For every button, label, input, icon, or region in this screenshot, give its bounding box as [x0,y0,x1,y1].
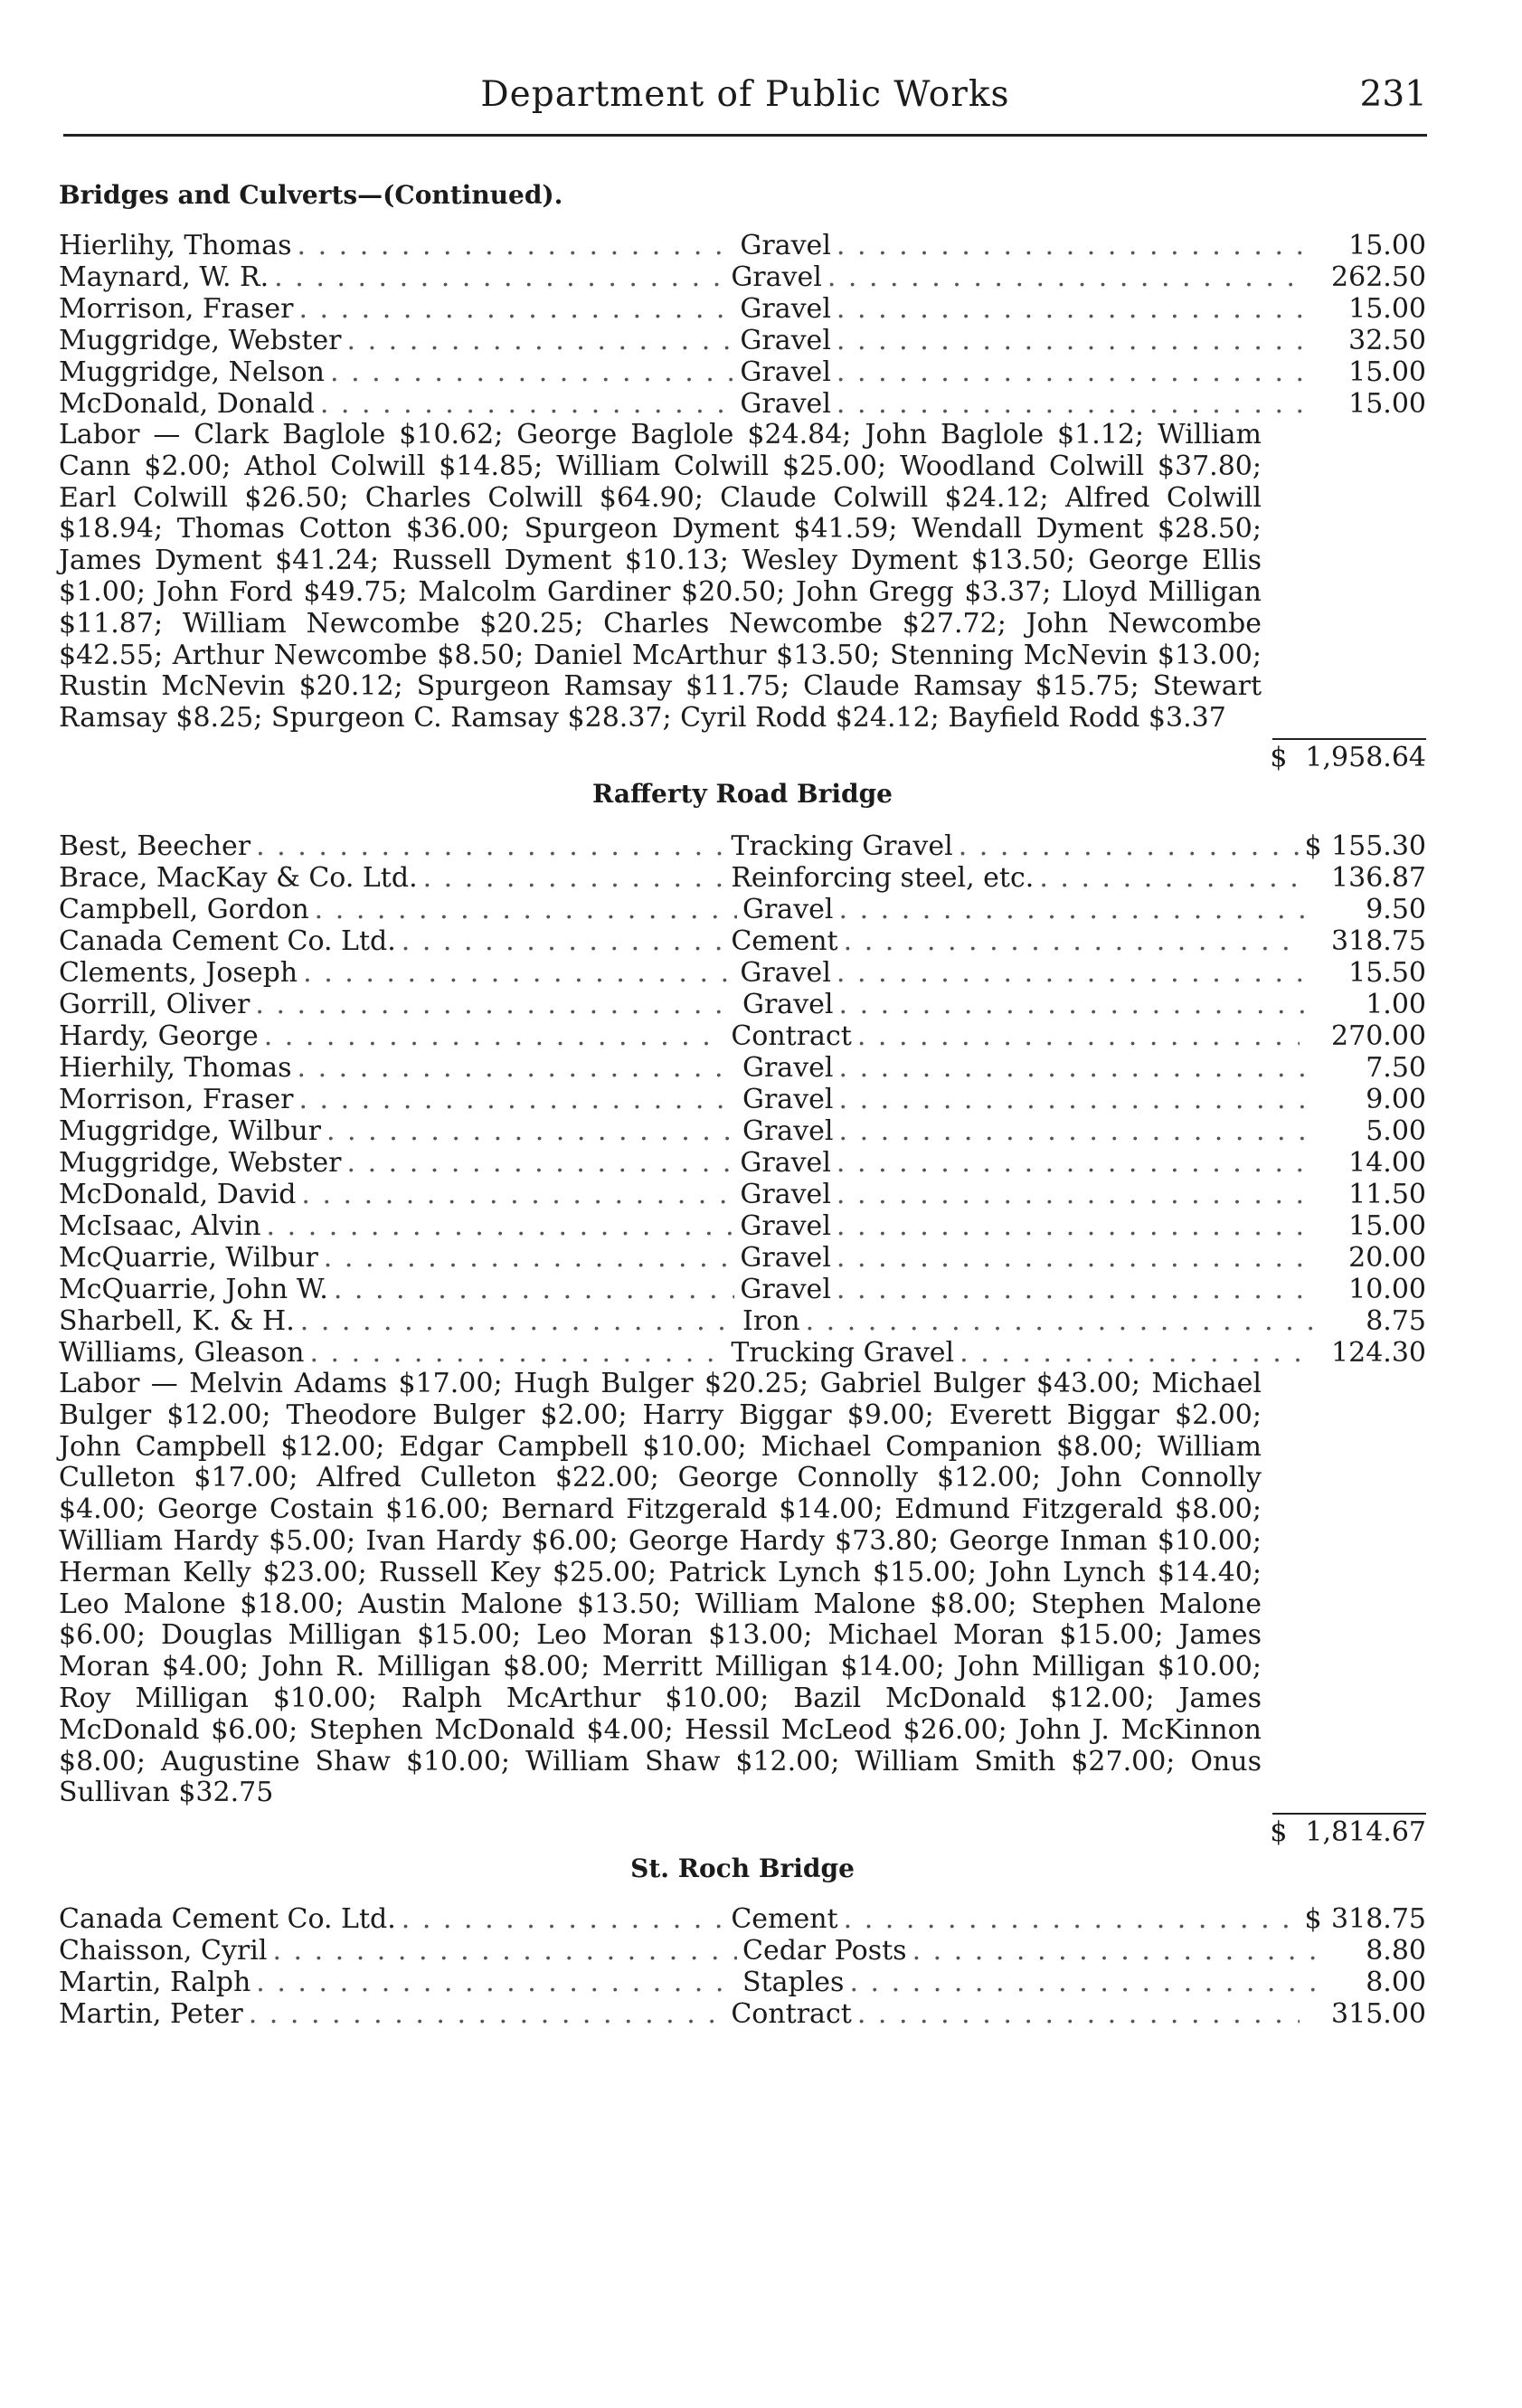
table-row [59,957,1426,989]
dot-leader [347,1147,735,1179]
dot-leader [267,1210,735,1242]
amount: 11.50 [1348,1178,1426,1210]
item-description: Iron [742,1304,800,1337]
amount: 270.00 [1331,1019,1426,1052]
dot-leader [330,356,734,388]
dot-leader [912,1935,1320,1967]
dot-leader [837,957,1316,989]
payee-name: Williams, Gleason [59,1336,305,1369]
amount: 8.75 [1366,1304,1426,1337]
header-rule [63,134,1427,137]
table-row [59,1903,1426,1935]
table-row [59,1935,1426,1967]
payee-name: Hierlihy, Thomas [59,230,292,261]
amount: 9.50 [1366,893,1426,925]
amount: 262.50 [1331,261,1426,293]
amount: 318.75 [1331,924,1426,957]
dot-leader [827,261,1300,293]
table-row [59,356,1426,388]
amount: 15.00 [1348,356,1426,388]
amount: 20.00 [1348,1241,1426,1274]
dot-leader [298,230,735,261]
section-bridges-culverts [59,230,1426,776]
amount: 315.00 [1331,1998,1426,2031]
section-rafferty-road-bridge [59,776,1426,1851]
item-description: Gravel [740,388,831,420]
amount: 5.00 [1366,1114,1426,1147]
dot-leader [303,957,734,989]
dot-leader [839,894,1321,925]
payee-name: Morrison, Fraser [59,1083,294,1115]
dot-leader [256,1967,737,1998]
payee-name: Martin, Ralph [59,1967,251,1999]
table-row [59,1967,1426,1998]
payee-name: Campbell, Gordon [59,893,309,925]
item-description: Gravel [740,956,831,989]
dot-leader [837,1179,1316,1210]
dollar-sign: $ [1270,741,1288,773]
item-description: Gravel [740,1209,831,1242]
page-content [59,177,1426,2030]
payee-name: McDonald, David [59,1178,297,1210]
dot-leader [857,1020,1300,1052]
payee-name: McIsaac, Alvin [59,1209,261,1242]
item-description: Gravel [742,893,834,925]
amount: 14.00 [1348,1146,1426,1179]
payee-name: Clements, Joseph [59,956,298,989]
item-description: Gravel [742,988,834,1020]
dot-leader [839,1115,1321,1147]
dot-leader [320,388,735,420]
dot-leader [301,1179,734,1210]
dot-leader [839,1052,1321,1084]
amount: 15.00 [1348,293,1426,325]
section-heading: St. Roch Bridge [630,1853,855,1884]
payee-name: Best, Beecher [59,830,251,862]
table-row [59,325,1426,356]
payee-name: Maynard, W. R. [59,261,269,293]
payee-name: Morrison, Fraser [59,293,294,325]
amount: 136.87 [1331,861,1426,894]
table-row [59,830,1426,862]
payee-name: McDonald, Donald [59,388,315,420]
amount: 155.30 [1331,830,1426,862]
table-row [59,1179,1426,1210]
item-description: Contract [731,1019,852,1052]
item-description: Trucking Gravel [731,1336,955,1369]
item-description: Gravel [740,1273,831,1305]
amount: 15.00 [1348,230,1426,261]
amount: 8.80 [1366,1935,1426,1967]
table-row [59,1147,1426,1179]
item-description: Reinforcing steel, etc. [731,861,1035,894]
dot-leader [837,230,1316,261]
dot-leader [298,293,734,325]
dot-leader [837,1274,1316,1305]
dot-leader [298,1052,737,1084]
total-amount: 1,958.64 [1305,741,1426,773]
amount: 15.00 [1348,388,1426,420]
payee-name: Muggridge, Webster [59,325,342,356]
dot-leader [837,325,1316,356]
dot-leader [837,388,1316,420]
dot-leader [423,862,726,894]
dollar-sign: $ [1304,1903,1322,1936]
table-row [59,1242,1426,1274]
payee-name: Canada Cement Co. Ltd. [59,924,396,957]
dot-leader [837,1147,1316,1179]
dot-leader [960,1337,1299,1369]
dot-leader [844,1903,1300,1935]
section-heading: Rafferty Road Bridge [592,778,893,809]
amount: 32.50 [1348,325,1426,356]
dot-leader [857,1998,1300,2030]
table-row [59,1998,1426,2030]
dot-leader [844,925,1300,957]
dot-leader [959,830,1300,862]
dollar-sign: $ [1270,1816,1288,1849]
item-description: Cedar Posts [742,1935,907,1967]
dot-leader [255,989,737,1020]
amount: 318.75 [1331,1903,1426,1936]
table-row [59,1274,1426,1305]
dot-leader [837,356,1316,388]
amount: 8.00 [1366,1967,1426,1999]
section-st-roch-bridge [59,1851,1426,2030]
dot-leader [274,261,725,293]
item-description: Cement [731,1903,838,1936]
payee-name: Hierhily, Thomas [59,1051,292,1084]
dot-leader [402,1903,726,1935]
table-row [59,293,1426,325]
payee-name: McQuarrie, Wilbur [59,1241,318,1274]
dot-leader [334,1274,735,1305]
table-row [59,1052,1426,1084]
section-total [59,740,1426,776]
dot-leader [264,1020,726,1052]
item-description: Cement [731,924,838,957]
item-description: Gravel [740,325,831,356]
dot-leader [249,1998,726,2030]
dot-leader [402,925,726,957]
dot-leader [300,1305,737,1337]
labor-paragraph: Labor — Melvin Adams $17.00; Hugh Bulger $20.25; Gabriel Bulger $43.00; Michael Bulger $12.00; Theodore Bulger $2.00; Harry Biggar $9.00; Everett Biggar $2.00; John Campbell $12.00; Edgar Campbell $10.00; Michael Companion $8.00; William Culleton $17.00; Alfred Culleton $22.00; George Connolly $12.00; John Connolly $4.00; George Costain $16.00; Bernard Fitzgerald $14.00; Edmund Fitzgerald $8.00; William Hardy $5.00; Ivan Hardy $6.00; George Hardy $73.80; George Inman $10.00; Herman Kelly $23.00; Russell Key $25.00; Patrick Lynch $15.00; John Lynch $14.40; Leo Malone $18.00; Austin Malone $13.50; William Malone $8.00; Stephen Malone $6.00; Douglas Milligan $15.00; Leo Moran $13.00; Michael Moran $15.00; James Moran $4.00; John R. Milligan $8.00; Merritt Milligan $14.00; John Milligan $10.00; Roy Milligan $10.00; Ralph McArthur $10.00; Bazil McDonald $12.00; James McDonald $6.00; Stephen McDonald $4.00; Hessil McLeod $26.00; John J. McKinnon $8.00; Augustine Shaw $10.00; William Shaw $12.00; William Smith $27.00; Onus Sullivan $32.75 [59,1367,1262,1809]
dot-leader [309,1337,725,1369]
table-row [59,1020,1426,1052]
table-row [59,862,1426,894]
dollar-sign: $ [1304,830,1322,862]
item-description: Gravel [740,356,831,388]
dot-leader [839,989,1321,1020]
table-row [59,230,1426,261]
payee-name: Canada Cement Co. Ltd. [59,1903,396,1936]
dot-leader [324,1242,735,1274]
item-description: Tracking Gravel [731,830,953,862]
payee-name: Sharbell, K. & H. [59,1304,295,1337]
amount: 7.50 [1366,1051,1426,1084]
labor-paragraph: Labor — Clark Baglole $10.62; George Baglole $24.84; John Baglole $1.12; William Cann $2.00; Athol Colwill $14.85; William Colwill $25.00; Woodland Colwill $37.80; Earl Colwill $26.50; Charles Colwill $64.90; Claude Colwill $24.12; Alfred Colwill $18.94; Thomas Cotton $36.00; Spurgeon Dyment $41.59; Wendall Dyment $28.50; James Dyment $41.24; Russell Dyment $10.13; Wesley Dyment $13.50; George Ellis $1.00; John Ford $49.75; Malcolm Gardiner $20.50; John Gregg $3.37; Lloyd Milligan $11.87; William Newcombe $20.25; Charles Newcombe $27.72; John Newcombe $42.55; Arthur Newcombe $8.50; Daniel McArthur $13.50; Stenning McNevin $13.00; Rustin McNevin $20.12; Spurgeon Ramsay $11.75; Claude Ramsay $15.75; Stewart Ramsay $8.25; Spurgeon C. Ramsay $28.37; Cyril Rodd $24.12; Bayfield Rodd $3.37 [59,419,1262,735]
payee-name: McQuarrie, John W. [59,1273,328,1305]
table-row [59,989,1426,1020]
table-row [59,1084,1426,1115]
page-number: 231 [1359,74,1427,115]
item-description: Gravel [740,230,831,261]
payee-name: Martin, Peter [59,1998,243,2031]
dot-leader [839,1084,1321,1115]
table-row [59,894,1426,925]
table-row [59,925,1426,957]
payee-name: Gorrill, Oliver [59,988,251,1020]
item-description: Gravel [742,1114,834,1147]
table-row [59,1115,1426,1147]
item-description: Gravel [740,293,831,325]
item-description: Gravel [742,1083,834,1115]
item-description: Gravel [731,261,822,293]
dot-leader [806,1305,1320,1337]
table-row [59,1305,1426,1337]
amount: 15.50 [1348,956,1426,989]
section-total [59,1815,1426,1851]
dot-leader [347,325,735,356]
dot-leader [256,830,725,862]
dot-leader [272,1935,737,1967]
item-description: Contract [731,1998,852,2031]
amount: 9.00 [1366,1083,1426,1115]
dot-leader [326,1115,737,1147]
item-description: Gravel [740,1178,831,1210]
payee-name: Muggridge, Wilbur [59,1114,321,1147]
table-row [59,1337,1426,1369]
dot-leader [837,1210,1316,1242]
table-row [59,388,1426,420]
payee-name: Muggridge, Webster [59,1146,342,1179]
dot-leader [298,1084,737,1115]
payee-name: Brace, MacKay & Co. Ltd. [59,861,418,894]
total-amount: 1,814.67 [1305,1816,1426,1849]
page-header [63,74,1427,137]
dot-leader [837,293,1316,325]
dot-leader [837,1242,1316,1274]
item-description: Gravel [742,1051,834,1084]
item-description: Staples [742,1967,845,1999]
dot-leader [849,1967,1320,1998]
item-description: Gravel [740,1241,831,1274]
table-row [59,261,1426,293]
table-row [59,1210,1426,1242]
amount: 15.00 [1348,1209,1426,1242]
dot-leader [315,894,737,925]
continued-heading: Bridges and Culverts—(Continued). [59,180,563,210]
item-description: Gravel [740,1146,831,1179]
payee-name: Hardy, George [59,1019,259,1052]
amount: 10.00 [1348,1273,1426,1305]
page-title: Department of Public Works [480,74,1010,115]
dot-leader [1039,862,1299,894]
amount: 1.00 [1366,988,1426,1020]
payee-name: Chaisson, Cyril [59,1935,268,1967]
payee-name: Muggridge, Nelson [59,356,325,388]
amount: 124.30 [1331,1336,1426,1369]
